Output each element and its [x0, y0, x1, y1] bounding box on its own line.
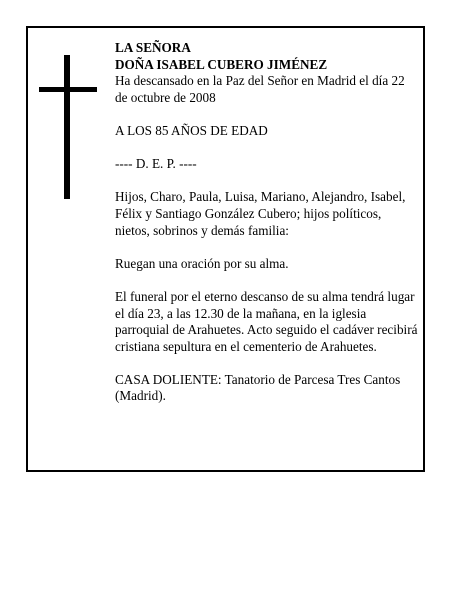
- funeral-home: CASA DOLIENTE: Tanatorio de Parcesa Tres Cantos (Madrid).: [115, 371, 401, 404]
- funeral-details: El funeral por el eterno descanso de su alma tendrá lugar el día 23, a las 12.30 de la mañana, en la iglesia parroquial de Arahuetes. Acto seguido el cadáver recibirá cristiana sepultura en el cementerio de Arahuetes.: [115, 288, 418, 354]
- prayer-request: Ruegan una oración por su alma.: [115, 255, 289, 271]
- family-list: Hijos, Charo, Paula, Luisa, Mariano, Alejandro, Isabel, Félix y Santiago González Cubero; hijos políticos, nietos, sobrinos y demás familia:: [115, 189, 406, 238]
- cross-icon: [39, 55, 97, 199]
- obituary-text: [115, 40, 419, 422]
- cross-vertical-bar: [64, 55, 70, 199]
- notice-title: LA SEÑORA: [115, 40, 191, 55]
- age-statement: A LOS 85 AÑOS DE EDAD: [115, 122, 268, 138]
- passing-statement: Ha descansado en la Paz del Señor en Madrid el día 22 de octubre de 2008: [115, 73, 405, 105]
- deceased-name: DOÑA ISABEL CUBERO JIMÉNEZ: [115, 56, 328, 72]
- obituary-notice: [26, 26, 425, 472]
- heading-block: [115, 40, 419, 73]
- cross-horizontal-bar: [39, 87, 97, 92]
- dep-line: ---- D. E. P. ----: [115, 156, 197, 172]
